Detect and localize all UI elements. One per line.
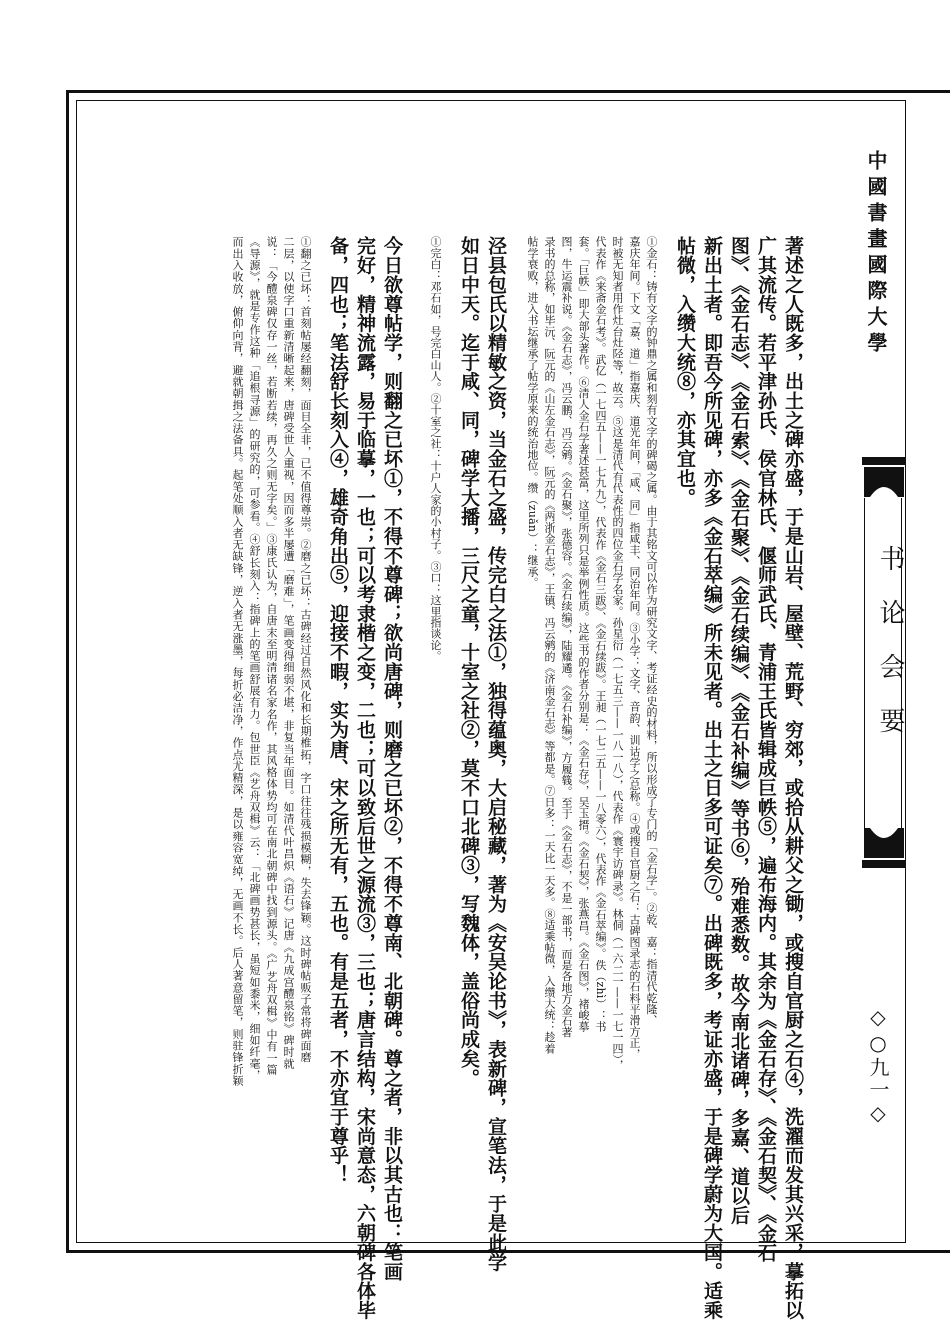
footnote-column: 说：「今醴泉碑仅存一丝，若断若续，再久之则无字矣。」③康氏认为，自唐末至明清诸名家名作，其风格体势均可在南北朝碑中找到源头。《广艺舟双楫》中有一篇 bbox=[265, 236, 278, 1076]
main-text-column: 新出土者。即吾今所见碑，亦多《金石萃编》所未见者。出土之日多可证矣⑦。出碑既多，考证亦盛，于是碑学蔚为大国。适乘 bbox=[701, 236, 723, 1320]
banner-ornament-bottom bbox=[862, 828, 906, 868]
main-text-column: 泾县包氏以精敏之资，当金石之盛，传完白之法①，独得蕴奥，大启秘藏，著为《安吴论书》，表新碑，宣笔法，于是此学 bbox=[485, 236, 507, 1272]
footnote-column: 二层，以使字口重新清晰起来，唐碑受世人重视，因而多半屡遭「磨难」，笔画变得细弱不堪，非复当年面目。如清代叶昌炽《语石》记唐《九成宫醴泉铭》碑时就 bbox=[282, 236, 295, 1070]
footnote-column: ①金石：铸有文字的钟鼎之属和刻有文字的碑碣之属。由于其铭文可以作为研究文字、考证经史的材料，所以形成了专门的「金石学」。②乾、嘉：指清代乾隆、 bbox=[645, 236, 658, 1026]
footnote-column: 而出入收放，俯仰向背，避就朝揖之法备具。起笔处顺入者无缺锋，逆入者无涨墨，每折必洁净，作点尤精深，是以雍容宽绰，无画不长。后人著意留笔，则驻锋折颖 bbox=[231, 236, 244, 1087]
footnote-column: ①完白：邓石如，号完白山人。②十室之社：十户人家的小村子。③口：这里指谈论。 bbox=[429, 236, 442, 662]
main-text-column: 广其流传。若平津孙氏、侯官林氏、偃师武氏、青浦王氏皆辑成巨帙⑤，遍布海内。其余为《金石存》、《金石契》、《金石 bbox=[755, 236, 777, 1263]
footnote-column: 图，牛运震补说。《金石志》，冯云鹏、冯云鹓。《金石聚》，张德容。《金石续编》，陆耀遹。《金石补编》，方履篯。至于《金石志》，不是一部书，而是各地方金石著 bbox=[560, 236, 573, 1038]
main-text-column: 完好，精神流露，易于临摹，一也；可以考隶楷之变，二也；可以致后世之源流③，三也；唐言结构，宋尚意态，六朝碑各体毕 bbox=[354, 236, 376, 1320]
footnote-column: 帖学衰败，进入书坛继承了帖学原来的统治地位。缵（zuǎn）：继承。 bbox=[526, 236, 539, 589]
footnote-column: 《导源》，就是专作这种「追根寻源」的研究的，可参看。④舒长刻入：指碑上的笔画舒展有力。包世臣《艺舟双楫》云：「北碑画势甚长，虽短如黍米，细如纤毫， bbox=[248, 236, 261, 1081]
main-text-column: 备，四也；笔法舒长刻入④，雄奇角出⑤，迎接不暇，实为唐、宋之所无有，五也。有是五者，不亦宜于尊乎！ bbox=[327, 236, 349, 1185]
university-header: 中國書畫國際大學 bbox=[864, 150, 888, 358]
footnote-column: 时被无知者用作灶台灶陉等，故云。⑤这是清代有代表性的四位金石学名家。孙星衍（一七五三——一八一八），代表作《寰宇访碑录》。林侗（一六二一——一七一四）， bbox=[611, 236, 624, 1071]
footnote-column: 代表作《来斋金石考》。武亿（一七四五——一七九九），代表作《金石三跋》、《金石续跋》。王昶（一七二五——一八零六），代表作《金石萃编》。佚（zhì）：书 bbox=[594, 236, 607, 1033]
main-text-column: 如日中天。迄于咸、同，碑学大播，三尺之童，十室之社②，莫不口北碑③，写魏体，盖俗尚成矣。 bbox=[458, 236, 480, 1088]
footnote-column: ①翻之已坏：首刻帖屡经翻刻，面目全非，已不值得尊崇。②磨之已坏：古碑经过自然风化和长期椎拓，字口往往残损模糊，失去锋颖。这时碑帖贩子常将碑面磨 bbox=[299, 236, 312, 1064]
main-text-column: 图》、《金石志》、《金石索》、《金石聚》、《金石续编》、《金石补编》等书⑥，殆难悉数。故今南北诸碑，多嘉、道以后 bbox=[728, 236, 750, 1225]
main-text-column: 今日欲尊帖学，则翻之已坏①，不得不尊碑；欲尚唐碑，则磨之已坏②，不得不尊南、北朝碑。尊之者，非以其古也：笔画 bbox=[381, 236, 403, 1281]
footnote-column: 嘉庆年间。下文「嘉、道」指嘉庆、道光年间，「咸、同」指咸丰、同治年间。③小学：文字、音韵、训诂学之总称。④或搜自官厨之石：古碑图录志的石料平滑方正， bbox=[628, 236, 641, 1060]
banner-ornament-top bbox=[862, 457, 906, 497]
main-text-column: 著述之人既多，出土之碑亦盛，于是山岩、屋壁、荒野、穷郊，或拾从耕父之锄，或搜自官厨之石④，洗濯而发其兴采，摹拓以 bbox=[782, 236, 804, 1320]
book-title: 书论会要 bbox=[875, 545, 905, 761]
footnote-column: 套。「巨帙」即大部头著作。⑥清人金石学著述甚富，这里所列只是举例性质。这些书的作者分别是：《金石存》，吴玉搢。《金石契》，张燕昌。《金石图》，褚峻摹 bbox=[577, 236, 590, 1032]
main-text-column: 帖微，入缵大统⑧，亦其宜也。 bbox=[674, 236, 696, 507]
footnote-column: 录书的总称，如毕沅、阮元的《山左金石志》，阮元的《两浙金石志》，王镇、冯云鹓的《济南金石志》等都是。⑦日多：一天比一天多。⑧适乘帖微，入缵大统：趁着 bbox=[543, 236, 556, 1054]
page-number: ◇○九一◇ bbox=[866, 1005, 890, 1127]
